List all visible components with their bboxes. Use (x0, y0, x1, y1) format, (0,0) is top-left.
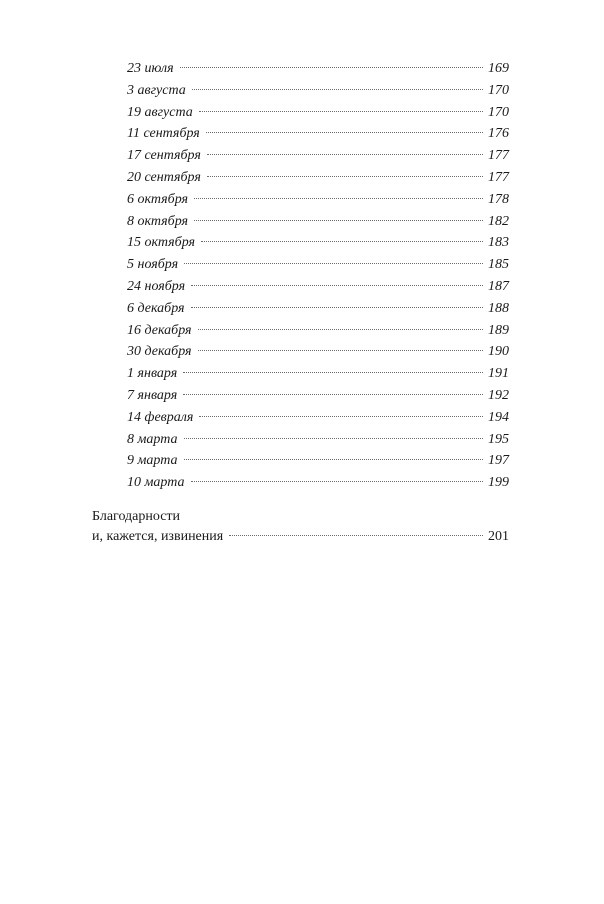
dot-leader (201, 241, 483, 242)
dot-leader (184, 438, 483, 439)
toc-entry-page: 199 (488, 475, 509, 491)
toc-entry-page: 185 (488, 257, 509, 273)
dot-leader (183, 394, 483, 395)
toc-entry-page: 177 (488, 148, 509, 164)
toc-entry-title: 23 июля (127, 61, 174, 76)
final-entry-title-line2: и, кажется, извинения (92, 529, 224, 544)
toc-entry-page: 182 (488, 213, 509, 229)
toc-entry-page: 195 (488, 431, 509, 447)
toc-entry-title: 15 октября (127, 235, 196, 251)
final-entry-page: 201 (488, 529, 509, 544)
toc-entry-title: 6 октября (127, 191, 189, 207)
toc-entry[interactable] (127, 80, 509, 102)
toc-entry[interactable] (127, 232, 509, 254)
toc-entry-title: 11 сентября (127, 126, 200, 142)
dot-leader (199, 111, 483, 112)
dot-leader (180, 67, 483, 68)
toc-entry-page: 192 (488, 387, 509, 403)
toc-entry[interactable] (127, 450, 509, 472)
toc-entry-page: 194 (488, 409, 509, 425)
toc-entry-page: 170 (488, 82, 509, 98)
toc-entry-title: 14 февраля (127, 409, 194, 425)
toc-entry-title: 9 марта (127, 453, 178, 469)
dot-leader (183, 372, 483, 373)
toc-entry-title: 8 октября (127, 213, 189, 229)
toc-entry-page: 169 (488, 61, 509, 76)
toc-entry[interactable] (127, 58, 509, 80)
toc-entry-title: 7 января (127, 387, 178, 403)
dot-leader (198, 350, 483, 351)
toc-list (127, 58, 509, 494)
toc-entry-title: 6 декабря (127, 300, 185, 316)
toc-entry[interactable] (127, 385, 509, 407)
toc-entry-page: 177 (488, 169, 509, 185)
toc-entry-page: 189 (488, 322, 509, 338)
toc-entry[interactable] (127, 472, 509, 494)
toc-entry[interactable] (127, 211, 509, 233)
toc-entry[interactable] (127, 429, 509, 451)
toc-entry[interactable] (127, 341, 509, 363)
toc-entry-page: 183 (488, 235, 509, 251)
dot-leader (191, 307, 483, 308)
toc-entry-title: 8 марта (127, 431, 178, 447)
toc-entry[interactable] (127, 298, 509, 320)
toc-entry-title: 3 августа (127, 82, 186, 98)
toc-entry-title: 24 ноября (127, 278, 186, 294)
dot-leader (198, 329, 483, 330)
dot-leader (184, 459, 483, 460)
dot-leader (194, 198, 483, 199)
toc-entry-title: 17 сентября (127, 148, 201, 164)
dot-leader (229, 535, 483, 536)
toc-entry-page: 187 (488, 278, 509, 294)
dot-leader (192, 89, 483, 90)
toc-entry[interactable] (127, 407, 509, 429)
toc-entry-title: 30 декабря (127, 344, 192, 360)
dot-leader (207, 176, 483, 177)
toc-entry-page: 178 (488, 191, 509, 207)
dot-leader (191, 285, 483, 286)
toc-entry-title: 20 сентября (127, 169, 201, 185)
toc-entry[interactable] (127, 276, 509, 298)
toc-entry-title: 5 ноября (127, 257, 179, 273)
dot-leader (194, 220, 483, 221)
toc-entry[interactable] (127, 123, 509, 145)
final-entry-title-line1: Благодарности (92, 509, 181, 524)
final-entry-line2 (92, 527, 509, 547)
dot-leader (184, 263, 483, 264)
toc-entry[interactable] (127, 102, 509, 124)
toc-entry-page: 170 (488, 104, 509, 120)
toc-entry[interactable] (127, 145, 509, 167)
toc-entry[interactable] (127, 363, 509, 385)
dot-leader (206, 132, 483, 133)
toc-entry-title: 10 марта (127, 475, 185, 491)
toc-entry-page: 176 (488, 126, 509, 142)
toc-entry-title: 1 января (127, 366, 178, 382)
toc-final-entry[interactable] (92, 507, 509, 547)
toc-entry-page: 197 (488, 453, 509, 469)
toc-entry-page: 190 (488, 344, 509, 360)
toc-entry-title: 16 декабря (127, 322, 192, 338)
toc-entry[interactable] (127, 254, 509, 276)
toc-entry[interactable] (127, 167, 509, 189)
toc-entry-title: 19 августа (127, 104, 193, 120)
dot-leader (191, 481, 483, 482)
toc-entry-page: 191 (488, 366, 509, 382)
dot-leader (199, 416, 483, 417)
toc-entry[interactable] (127, 189, 509, 211)
toc-entry[interactable] (127, 320, 509, 342)
dot-leader (207, 154, 483, 155)
toc-entry-page: 188 (488, 300, 509, 316)
